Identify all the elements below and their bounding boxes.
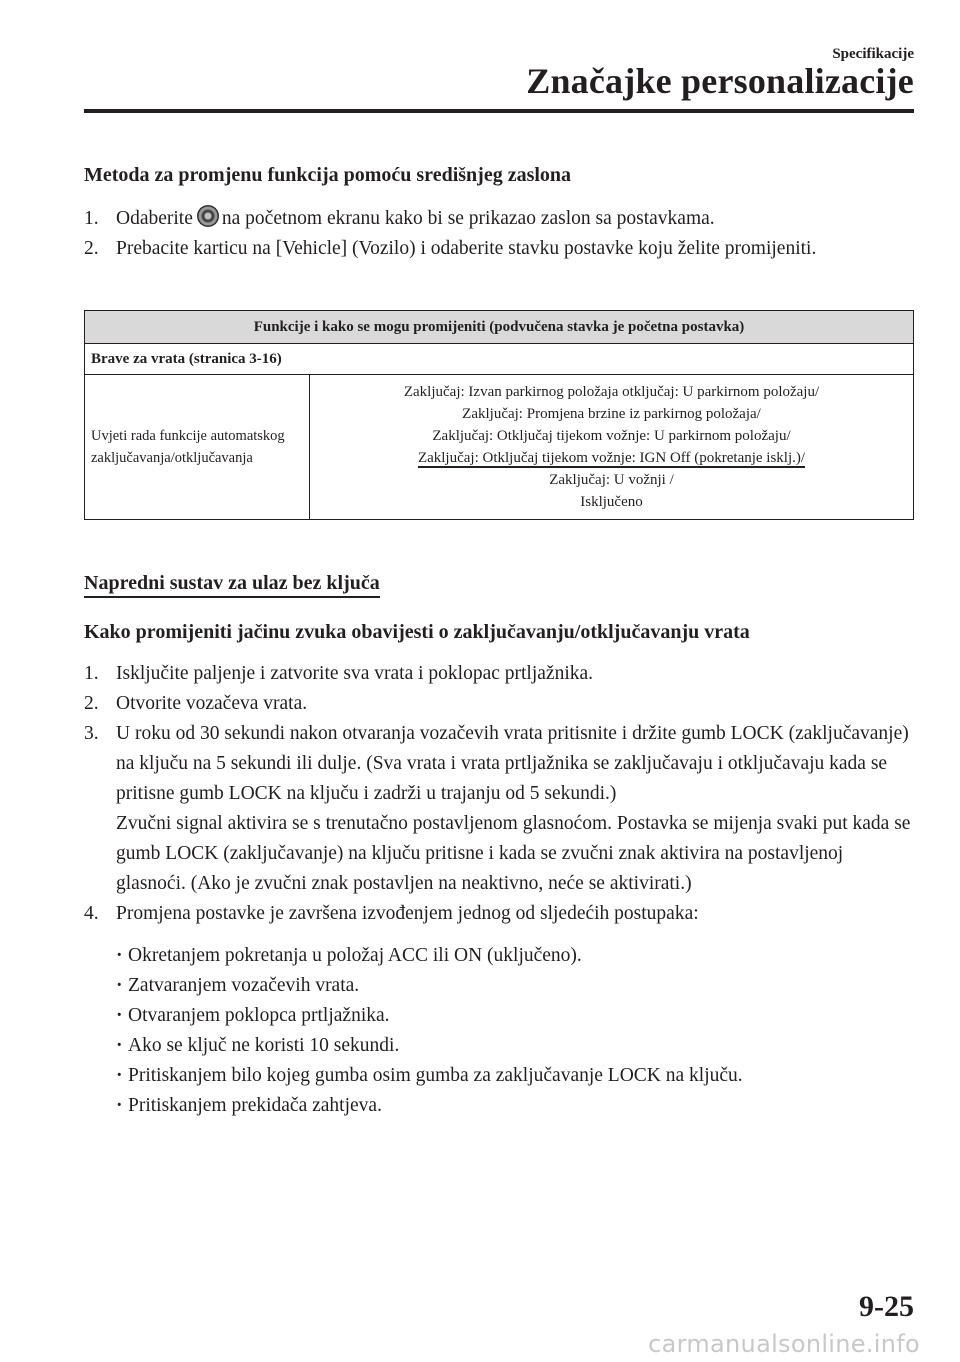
step-number: 4. — [84, 903, 99, 924]
page-number: 9-25 — [859, 1290, 914, 1323]
option-item: Isključeno — [580, 494, 643, 510]
step-text: Promjena postavke je završena izvođenjem jednog od sljedećih postupaka: — [116, 903, 699, 924]
step-number: 1. — [84, 208, 99, 229]
function-label: Uvjeti rada funkcije automatskog zaključavanja/otključavanja — [85, 375, 310, 520]
step-text: Otvorite vozačeva vrata. — [116, 693, 308, 714]
list-item — [84, 659, 914, 689]
completion-bullets — [84, 941, 914, 1121]
list-item — [84, 234, 914, 264]
intro-steps — [84, 204, 914, 264]
step-number: 3. — [84, 723, 99, 744]
step-text: Isključite paljenje i zatvorite sva vrata i poklopac prtljažnika. — [116, 663, 594, 684]
option-item: Zaključaj: Izvan parkirnog položaja otključaj: U parkirnom položaju/ — [403, 384, 820, 400]
gear-icon — [197, 205, 219, 227]
step-text: Odaberite — [116, 208, 193, 229]
section-heading: Kako promijeniti jačinu zvuka obavijesti o zaključavanju/otključavanju vrata — [84, 621, 750, 643]
table-subheader: Brave za vrata (stranica 3-16) — [85, 344, 914, 375]
function-options — [310, 375, 914, 520]
step-number: 2. — [84, 693, 99, 714]
step-text: na početnom ekranu kako bi se prikazao zaslon sa postavkama. — [221, 208, 715, 229]
intro-heading: Metoda za promjenu funkcija pomoću središnjeg zaslona — [84, 164, 572, 186]
page-title: Značajke personalizacije — [526, 61, 914, 101]
header-section: Specifikacije — [832, 46, 914, 62]
option-item: Zaključaj: U vožnji / — [549, 472, 674, 488]
step-text: Prebacite karticu na [Vehicle] (Vozilo) i odaberite stavku postavke koju želite promijeniti. — [116, 238, 817, 259]
settings-table — [84, 310, 914, 520]
bullet-item: · Ako se ključ ne koristi 10 sekundi. — [116, 1031, 914, 1061]
list-item — [84, 204, 914, 234]
step-extra-text: Zvučni signal aktivira se s trenutačno postavljenom glasnoćom. Postavka se mijenja svaki put kada se gumb LOCK (zaključavanje) na ključu pritisne i kada se zvučni znak aktivira na postavljenoj glasnoći. (Ako je zvučni znak postavljen na neaktivno, neće se aktivirati.) — [116, 813, 911, 894]
table-row — [85, 375, 914, 520]
default-option: Zaključaj: Otključaj tijekom vožnje: IGN Off (pokretanje isklj.)/ — [417, 450, 806, 466]
section-title: Napredni sustav za ulaz bez ključa — [84, 570, 380, 598]
list-item — [84, 719, 914, 899]
step-number: 1. — [84, 663, 99, 684]
option-item-default — [316, 447, 907, 469]
bullet-item: · Pritiskanjem prekidača zahtjeva. — [116, 1091, 914, 1121]
watermark: carmanualsonline.info — [648, 1330, 920, 1358]
section-steps — [84, 659, 914, 929]
bullet-item: · Okretanjem pokretanja u položaj ACC ili ON (uključeno). — [116, 941, 914, 971]
bullet-item: · Zatvaranjem vozačevih vrata. — [116, 971, 914, 1001]
header-rule — [84, 109, 914, 113]
option-item: Zaključaj: Promjena brzine iz parkirnog položaja/ — [462, 406, 761, 422]
table-header: Funkcije i kako se mogu promijeniti (podvučena stavka je početna postavka) — [85, 311, 914, 344]
option-item: Zaključaj: Otključaj tijekom vožnje: U parkirnom položaju/ — [432, 428, 791, 444]
bullet-item: · Pritiskanjem bilo kojeg gumba osim gumba za zaključavanje LOCK na ključu. — [116, 1061, 914, 1091]
list-item — [84, 689, 914, 719]
step-number: 2. — [84, 238, 99, 259]
page-content — [84, 160, 914, 1121]
list-item — [84, 899, 914, 929]
step-text: U roku od 30 sekundi nakon otvaranja vozačevih vrata pritisnite i držite gumb LOCK (zaključavanje) na ključu na 5 sekundi ili dulje. (Sva vrata i vrata prtljažnika se zaključavaju i otključavaju kada se pritisne gumb LOCK na ključu i zadrži u trajanju od 5 sekundi.) — [116, 723, 909, 804]
bullet-item: · Otvaranjem poklopca prtljažnika. — [116, 1001, 914, 1031]
